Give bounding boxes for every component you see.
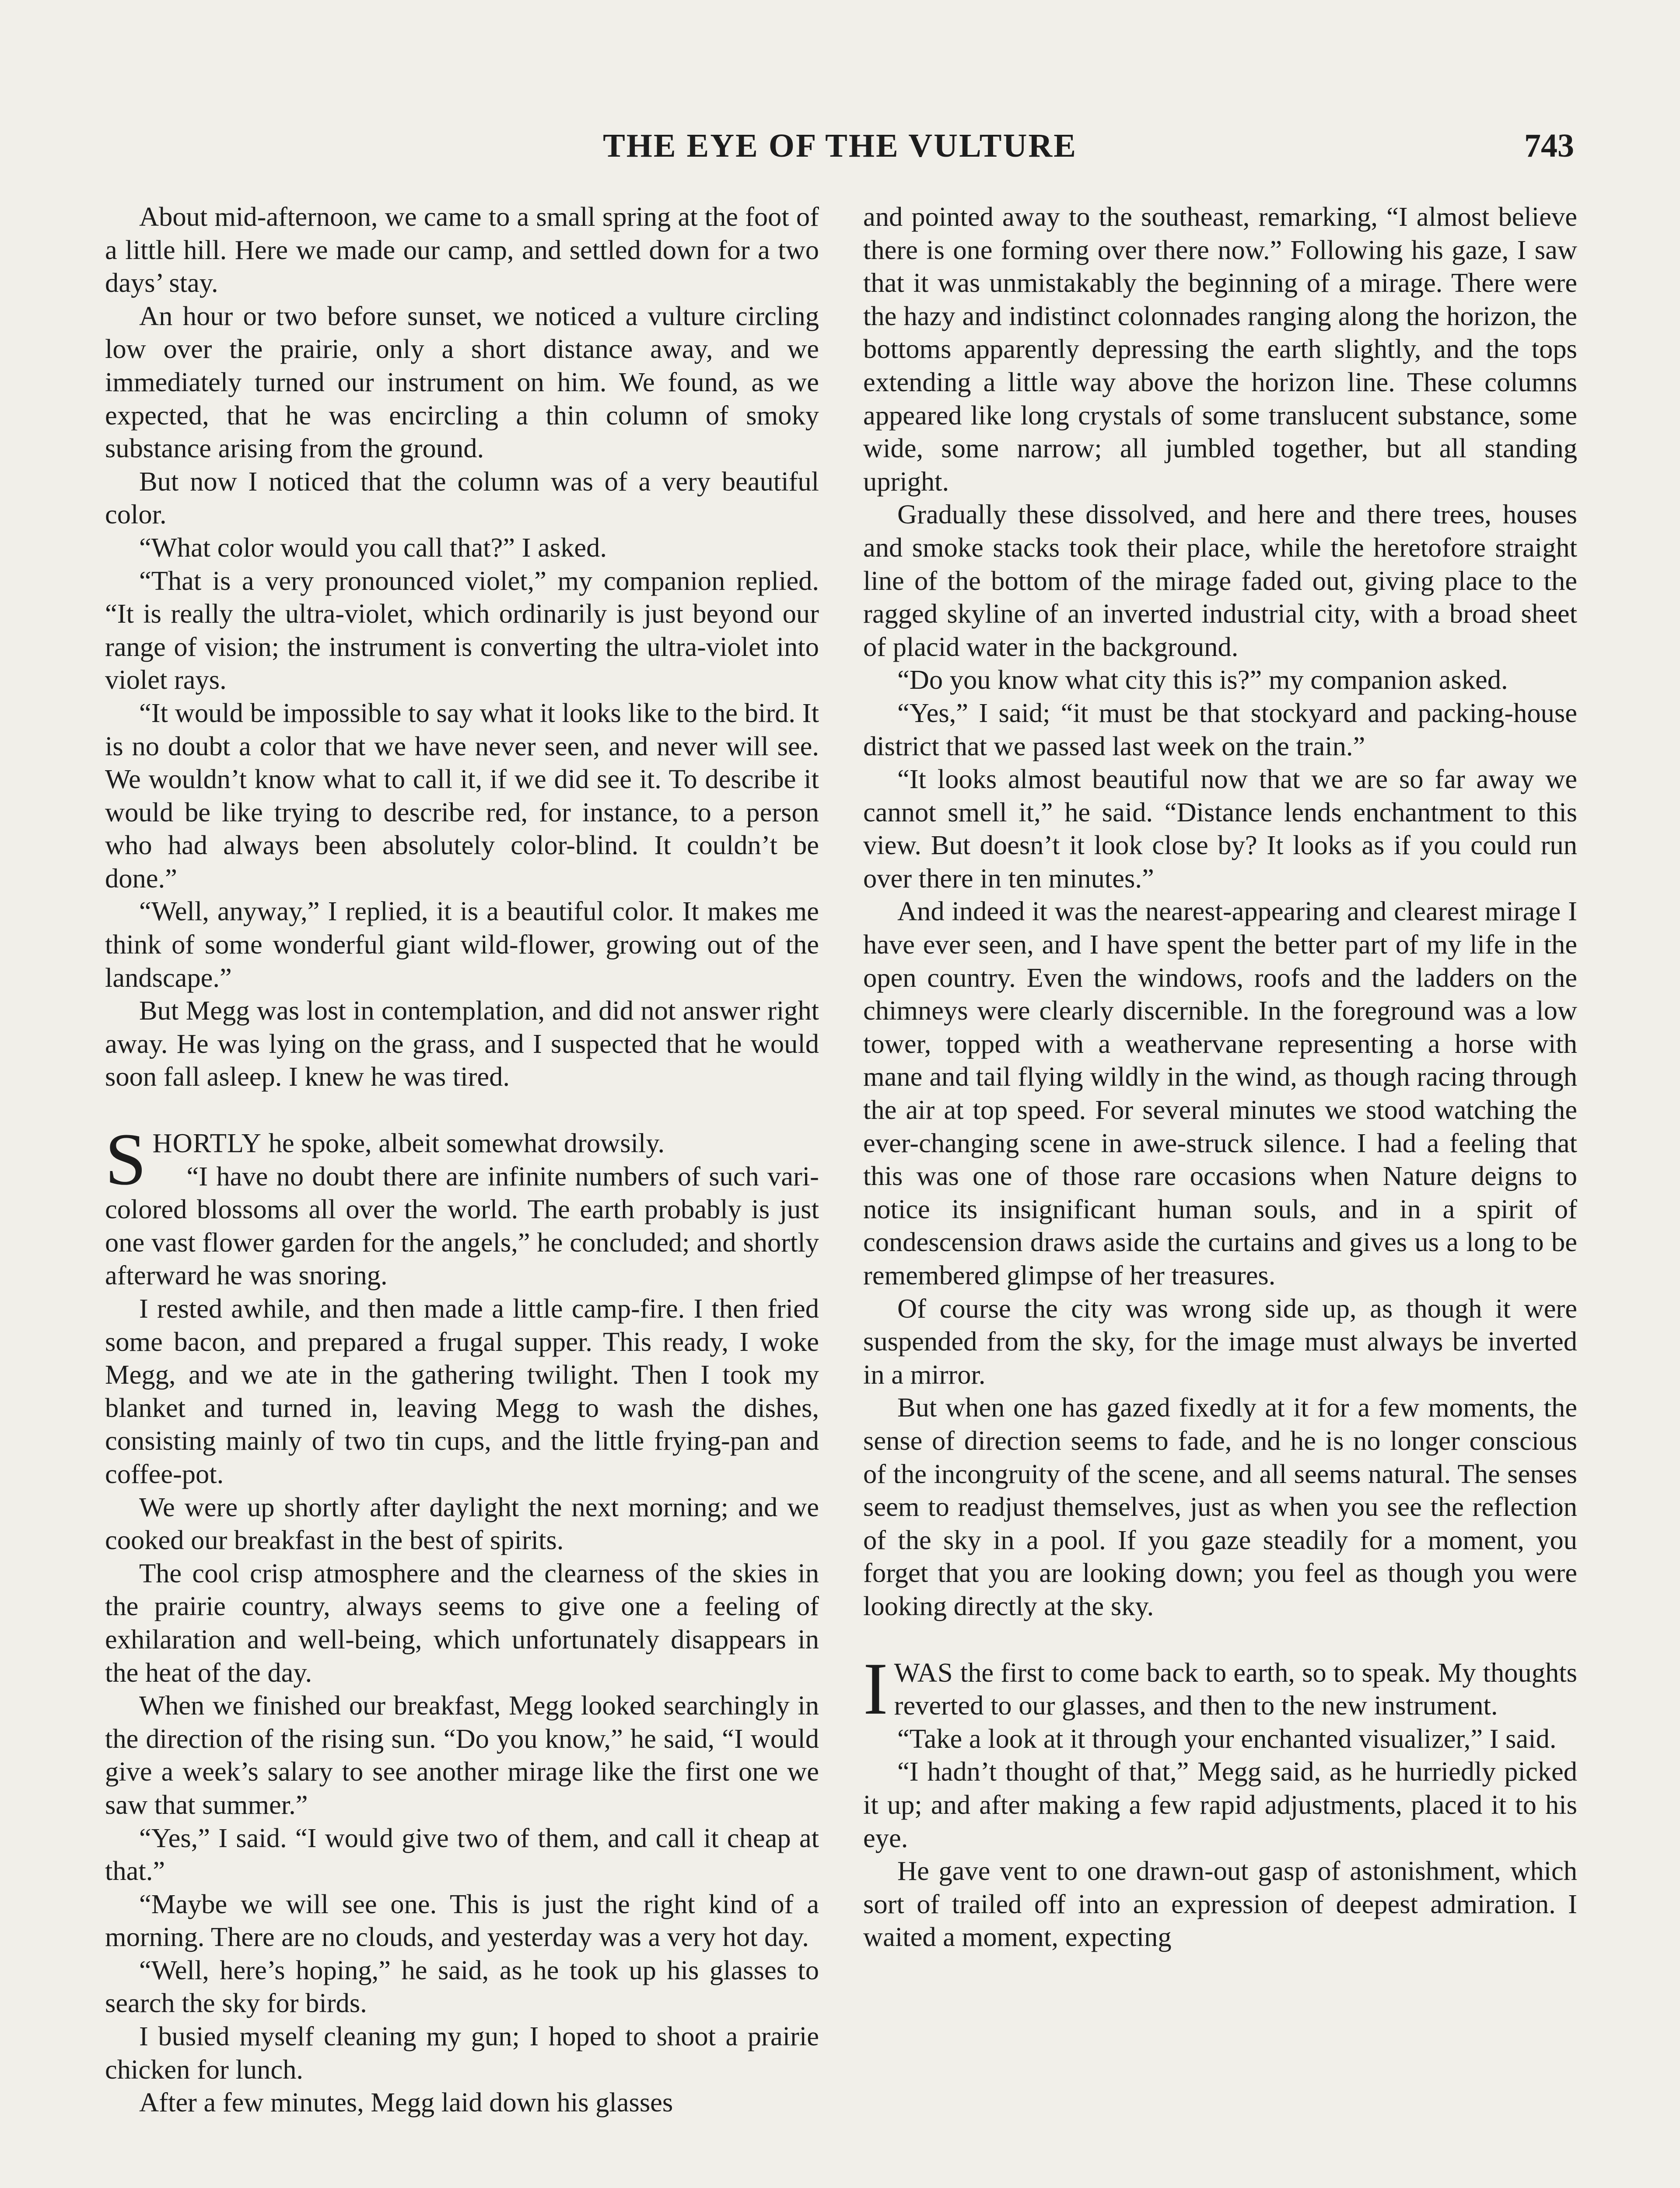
paragraph: “What color would you call that?” I asked. xyxy=(139,532,607,563)
paragraph: Gradually these dissolved, and here and there trees, houses and smoke stacks took their place, while the heretofore straight line of the bottom of the mirage faded out, giving place to the ragged skyline of an inverted industrial city, with a broad sheet of placid water in the background. xyxy=(863,499,1577,662)
paragraph: “Yes,” I said. “I would give two of them, and call it cheap at that.” xyxy=(105,1822,819,1886)
paragraph: “I hadn’t thought of that,” Megg said, as he hurriedly picked it up; and after making a few rapid adjustments, placed it to his eye. xyxy=(863,1756,1577,1853)
paragraph: “It looks almost beautiful now that we are so far away we cannot smell it,” he said. “Distance lends enchantment to this view. But doesn’t it look close by? It looks as if you could run over there in ten minutes.” xyxy=(863,764,1577,894)
paragraph: “Well, here’s hoping,” he said, as he took up his glasses to search the sky for birds. xyxy=(105,1954,819,2019)
paragraph: “Well, anyway,” I replied, it is a beautiful color. It makes me think of some wonderful giant wild-flower, growing out of the landscape.” xyxy=(105,896,819,993)
paragraph: When we finished our breakfast, Megg looked searchingly in the direction of the rising sun. “Do you know,” he said, “I would give a week’s salary to see another mirage like the first one we saw that summer.” xyxy=(105,1690,819,1820)
lead-in-caps: WAS xyxy=(894,1657,953,1688)
paragraph: “Maybe we will see one. This is just the right kind of a morning. There are no clouds, and yesterday was a very hot day. xyxy=(105,1888,819,1953)
page-number: 743 xyxy=(1524,127,1574,164)
section-break xyxy=(105,1094,819,1127)
paragraph-text: he spoke, albeit somewhat drowsily. xyxy=(262,1128,665,1159)
paragraph: The cool crisp atmosphere and the clearness of the skies in the prairie country, always seems to give one a feeling of exhilaration and well-being, which unfortunately disappears in the heat of the day. xyxy=(105,1557,819,1688)
running-head-title: THE EYE OF THE VULTURE xyxy=(603,127,1077,164)
text-column-left xyxy=(105,200,819,2119)
paragraph: We were up shortly after daylight the next morning; and we cooked our breakfast in the best of spirits. xyxy=(105,1491,819,1556)
paragraph: “Do you know what city this is?” my companion asked. xyxy=(897,664,1508,695)
paragraph: I rested awhile, and then made a little camp-fire. I then fried some bacon, and prepared a frugal supper. This ready, I woke Megg, and we ate in the gathering twilight. Then I took my blanket and turned in, leaving Megg to wash the dishes, consisting mainly of two tin cups, and the little frying-pan and coffee-pot. xyxy=(105,1293,819,1489)
paragraph: And indeed it was the nearest-appearing and clearest mirage I have ever seen, and I have spent the better part of my life in the open country. Even the windows, roofs and the ladders on the chimneys were clearly discernible. In the foreground was a low tower, topped with a weathervane representing a horse with mane and tail flying wildly in the wind, as though racing through the air at top speed. For several minutes we stood watching the ever-changing scene in awe-struck silence. I had a feeling that this was one of those rare occasions when Nature deigns to notice its insignificant human souls, and in a spirit of condescension draws aside the curtains and gives us a long to be remembered glimpse of her treasures. xyxy=(863,896,1577,1290)
paragraph: “Yes,” I said; “it must be that stockyard and packing-house district that we passed last week on the train.” xyxy=(863,697,1577,761)
paragraph: “It would be impossible to say what it looks like to the bird. It is no doubt a color that we have never seen, and never will see. We wouldn’t know what to call it, if we did see it. To describe it would be like trying to describe red, for instance, to a person who had always been absolutely color-blind. It couldn’t be done.” xyxy=(105,697,819,894)
paragraph: Of course the city was wrong side up, as though it were suspended from the sky, for the image must always be inverted in a mirror. xyxy=(863,1293,1577,1390)
paragraph: About mid-afternoon, we came to a small spring at the foot of a little hill. Here we made our camp, and settled down for a two days’ stay. xyxy=(105,201,819,298)
section-opening-paragraph xyxy=(863,1647,1577,1730)
paragraph: “I have no doubt there are infinite numbers of such vari-colored blossoms all over the world. The earth probably is just one vast flower garden for the angels,” he concluded; and shortly afterward he was snoring. xyxy=(105,1161,819,1291)
drop-cap: I xyxy=(863,1647,888,1730)
drop-cap: S xyxy=(105,1118,147,1201)
lead-in-caps: HORTLY xyxy=(152,1128,262,1159)
paragraph: He gave vent to one drawn-out gasp of astonishment, which sort of trailed off into an expression of deepest admiration. I waited a moment, expecting xyxy=(863,1855,1577,1953)
paragraph: But now I noticed that the column was of a very beautiful color. xyxy=(105,466,819,530)
text-column-right xyxy=(863,200,1577,1954)
section-break xyxy=(863,1623,1577,1656)
paragraph: “That is a very pronounced violet,” my companion replied. “It is really the ultra-violet, which ordinarily is just beyond our range of vision; the instrument is converting the ultra-violet into violet rays. xyxy=(105,565,819,695)
paragraph: I busied myself cleaning my gun; I hoped to shoot a prairie chicken for lunch. xyxy=(105,2021,819,2085)
paragraph: But when one has gazed fixedly at it for a few moments, the sense of direction seems to fade, and he is no longer conscious of the incongruity of the scene, and all seems natural. The senses seem to readjust themselves, just as when you see the reflection of the sky in a pool. If you gaze steadily for a moment, you forget that you are looking down; you feel as though you were looking directly at the sky. xyxy=(863,1392,1577,1621)
paragraph: and pointed away to the southeast, remarking, “I almost believe there is one forming over there now.” Following his gaze, I saw that it was unmistakably the beginning of a mirage. There were the hazy and indistinct colonnades ranging along the horizon, the bottoms apparently depressing the earth slightly, and the tops extending a little way above the horizon line. These columns appeared like long crystals of some translucent substance, some wide, some narrow; all jumbled together, but all standing upright. xyxy=(863,201,1577,497)
paragraph: “Take a look at it through your enchanted visualizer,” I said. xyxy=(897,1723,1557,1754)
paragraph: After a few minutes, Megg laid down his glasses xyxy=(139,2087,673,2118)
paragraph: But Megg was lost in contemplation, and did not answer right away. He was lying on the grass, and I suspected that he would soon fall asleep. I knew he was tired. xyxy=(105,995,819,1092)
section-opening-paragraph xyxy=(105,1118,819,1201)
paragraph: An hour or two before sunset, we noticed a vulture circling low over the prairie, only a short distance away, and we immediately turned our instrument on him. We found, as we expected, that he was encircling a thin column of smoky substance arising from the ground. xyxy=(105,300,819,464)
paragraph-text: the first to come back to earth, so to speak. My thoughts reverted to our glasses, and then to the new instrument. xyxy=(894,1657,1577,1721)
